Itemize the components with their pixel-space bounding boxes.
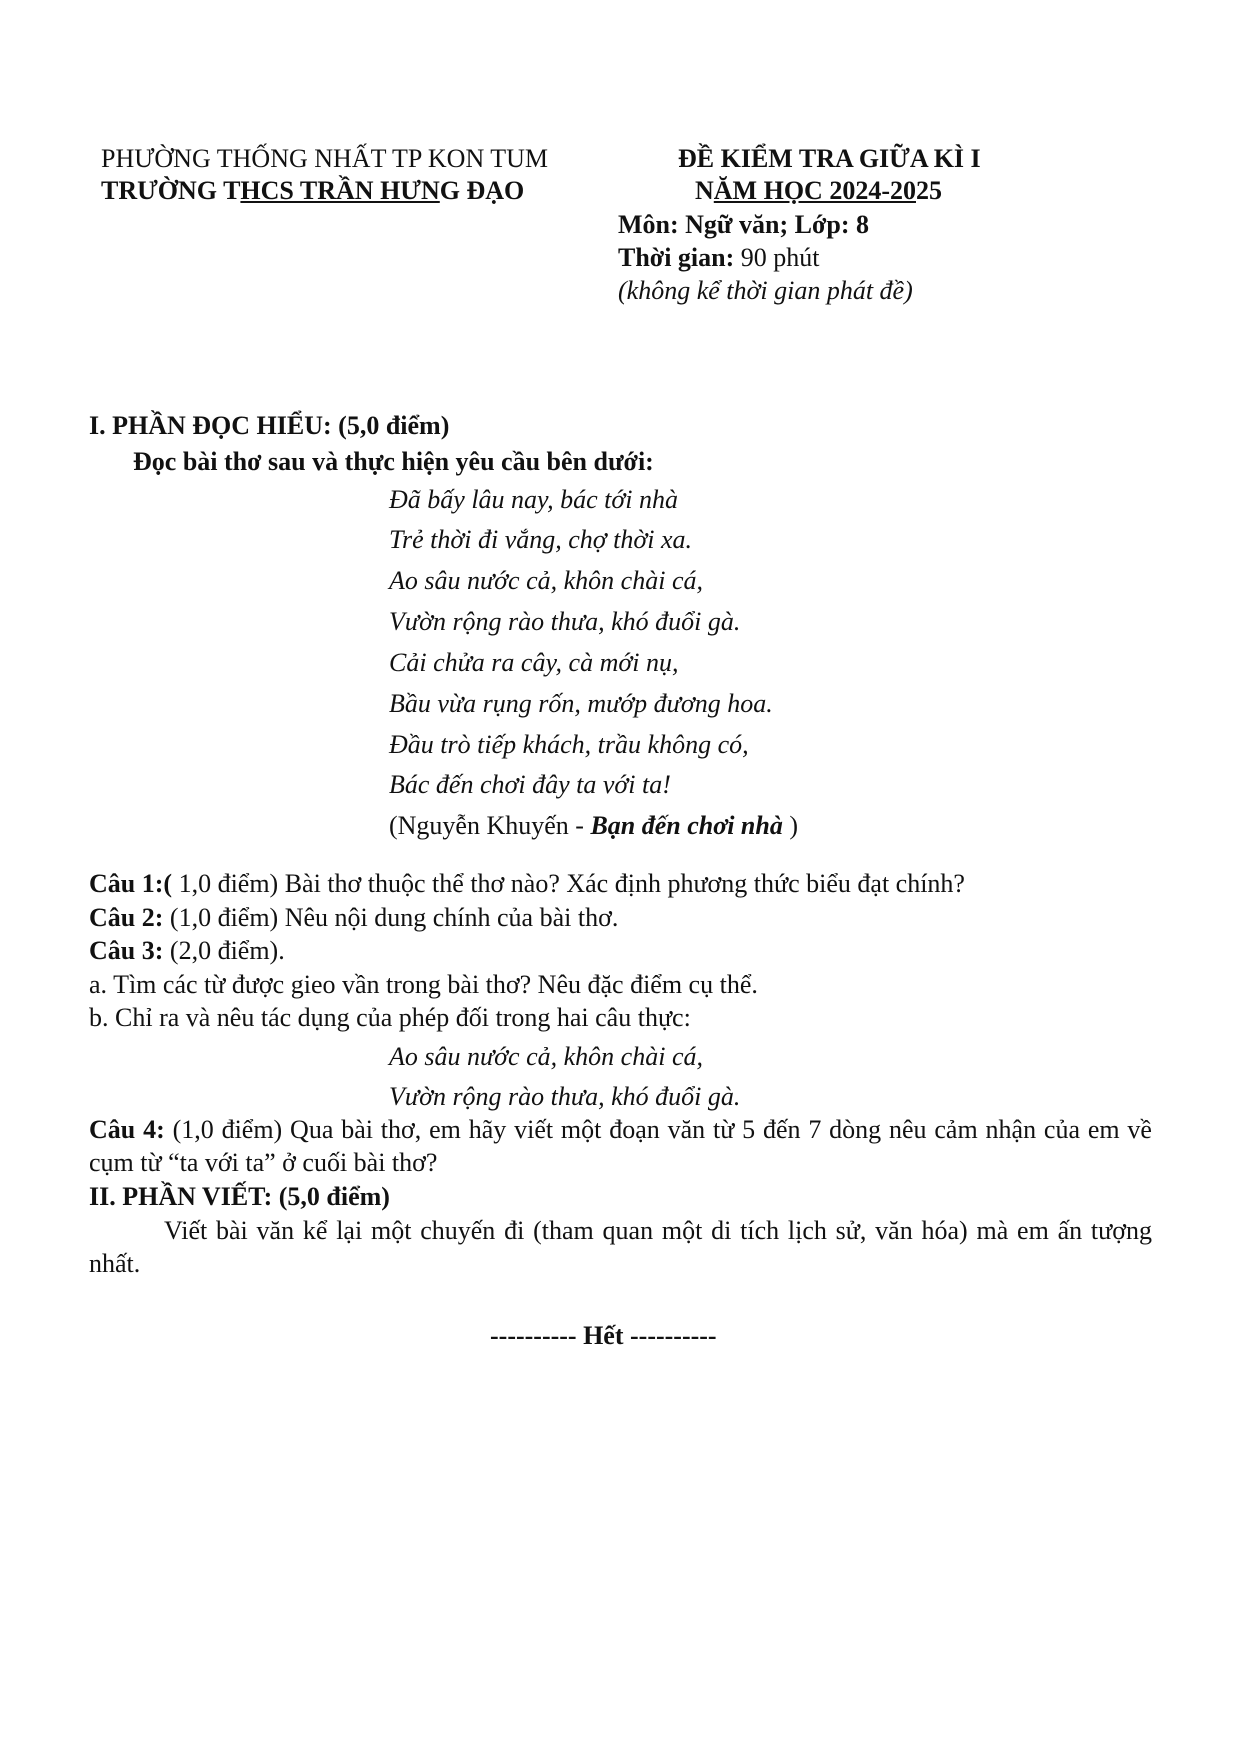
exam-title: ĐỀ KIỂM TRA GIỮA KÌ I	[678, 144, 981, 173]
school-year-line	[695, 174, 942, 207]
question-3-label: Câu 3:	[89, 936, 164, 965]
quote-line: Vườn rộng rào thưa, khó đuổi gà.	[389, 1082, 741, 1111]
poem-source-close: )	[782, 811, 799, 840]
poem-line: Cải chửa ra cây, cà mới nụ,	[389, 648, 679, 677]
question-2-text: (1,0 điểm) Nêu nội dung chính của bài thơ.	[163, 903, 619, 932]
question-2	[89, 901, 618, 934]
question-2-label: Câu 2:	[89, 903, 164, 932]
question-3	[89, 934, 285, 967]
question-4-text: (1,0 điểm) Qua bài thơ, em hãy viết một đoạn văn từ 5 đến 7 dòng nêu cảm nhận của em về cụm từ “ta với ta” ở cuối bài thơ?	[89, 1115, 1152, 1177]
poem-line: Ao sâu nước cả, khôn chài cá,	[389, 566, 703, 595]
quote-line: Ao sâu nước cả, khôn chài cá,	[389, 1042, 703, 1071]
time-value: 90 phút	[734, 243, 820, 272]
subject-line: Môn: Ngữ văn; Lớp: 8	[618, 210, 870, 239]
school-year-underlined: ĂM HỌC 2024-20	[713, 176, 916, 205]
section2-prompt: Viết bài văn kể lại một chuyến đi (tham quan một di tích lịch sử, văn hóa) mà em ấn tượng nhất.	[89, 1216, 1152, 1278]
school-name-underlined: HCS TRẦN HƯN	[240, 176, 440, 205]
question-3-text: (2,0 điểm).	[163, 936, 285, 965]
poem-line: Đã bấy lâu nay, bác tới nhà	[389, 485, 679, 514]
end-mark: ---------- Hết ----------	[490, 1321, 717, 1350]
question-1-text: 1,0 điểm) Bài thơ thuộc thể thơ nào? Xác định phương thức biểu đạt chính?	[172, 869, 965, 898]
school-ward-line: PHƯỜNG THỐNG NHẤT TP KON TUM	[101, 144, 549, 173]
poem-line: Bác đến chơi đây ta với ta!	[389, 770, 671, 799]
poem-source-title: Bạn đến chơi nhà	[590, 811, 783, 840]
time-line	[618, 241, 820, 274]
section1-title: I. PHẦN ĐỌC HIỂU: (5,0 điểm)	[89, 411, 450, 440]
question-3b: b. Chỉ ra và nêu tác dụng của phép đối trong hai câu thực:	[89, 1003, 691, 1032]
school-name-part3: G ĐẠO	[439, 176, 525, 205]
poem-source	[389, 809, 798, 842]
school-name-line	[101, 174, 524, 207]
question-3a: a. Tìm các từ được gieo vần trong bài thơ? Nêu đặc điểm cụ thể.	[89, 970, 758, 999]
poem-line: Đầu trò tiếp khách, trầu không có,	[389, 730, 749, 759]
poem-line: Trẻ thời đi vắng, chợ thời xa.	[389, 525, 693, 554]
question-4-label: Câu 4:	[89, 1115, 165, 1144]
question-1	[89, 867, 965, 900]
poem-line: Vườn rộng rào thưa, khó đuổi gà.	[389, 607, 741, 636]
section2-title: II. PHẦN VIẾT: (5,0 điểm)	[89, 1182, 390, 1211]
time-label: Thời gian:	[618, 243, 735, 272]
poem-source-author: (Nguyễn Khuyến -	[389, 811, 591, 840]
school-name-part1: TRƯỜNG T	[101, 176, 241, 205]
question-1-label: Câu 1:(	[89, 869, 173, 898]
school-year-part1: N	[695, 176, 714, 205]
poem-line: Bầu vừa rụng rốn, mướp đương hoa.	[389, 689, 773, 718]
question-4	[89, 1113, 1152, 1179]
section1-instruction: Đọc bài thơ sau và thực hiện yêu cầu bên dưới:	[133, 447, 654, 476]
school-year-part3: 25	[915, 176, 942, 205]
time-note: (không kể thời gian phát đề)	[618, 276, 913, 305]
